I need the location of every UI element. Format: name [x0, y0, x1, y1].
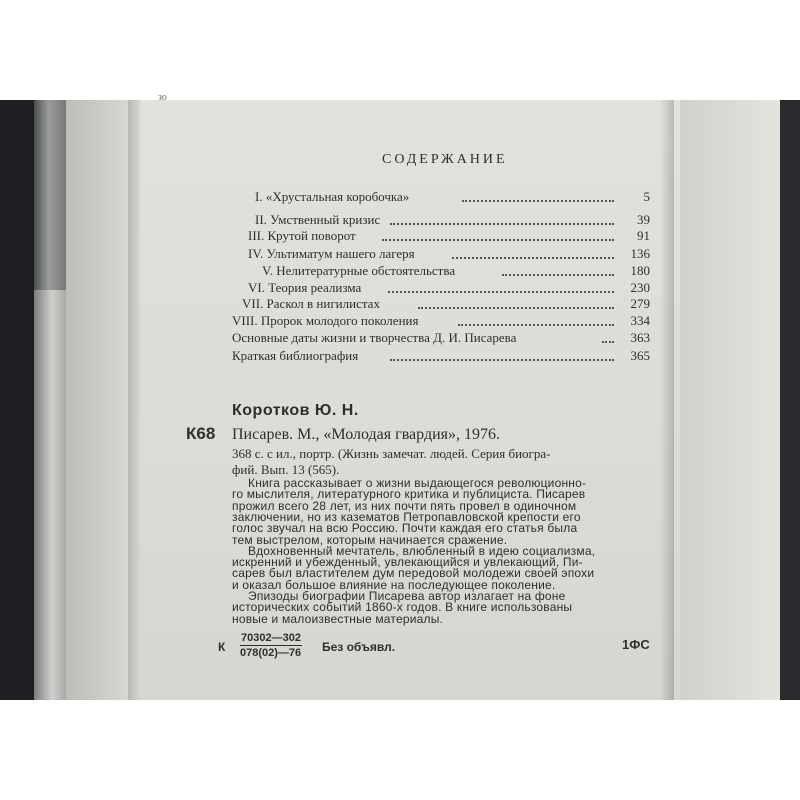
toc-entry: [210, 296, 650, 313]
toc-leader-dots: [388, 291, 614, 293]
toc-entry-page: 365: [630, 348, 650, 363]
toc-leader-dots: [390, 223, 614, 225]
toc-entry-page: 91: [637, 228, 650, 243]
annotation-line: го мыслителя, литературного критика и публициста. Писарев: [232, 487, 586, 502]
toc-entry: [210, 228, 650, 245]
catalog-no-announcement: Без объявл.: [322, 640, 396, 654]
book-spine-highlight: [34, 290, 70, 700]
toc-entry: [210, 189, 650, 206]
annotation-line: Вдохновенный мечтатель, влюбленный в идею социализма,: [248, 543, 596, 558]
annotation-line: тем выстрелом, которым начинается сражение.: [232, 532, 508, 547]
catalog-title-line: Писарев. М., «Молодая гвардия», 1976.: [232, 426, 500, 443]
page-fold-shadow: [128, 100, 142, 700]
toc-entry: [210, 313, 650, 330]
toc-entry-title: III. Крутой поворот: [248, 228, 356, 243]
annotation-line: заключении, но из казематов Петропавловской крепости его: [232, 509, 581, 524]
annotation-line: прожил всего 28 лет, из них почти пять провел в одиночном: [232, 498, 577, 513]
annotation-line: голос звучал на всю Россию. Почти каждая его статья была: [232, 521, 578, 536]
annotation-line: Эпизоды биографии Писарева автор излагает на фоне: [248, 589, 566, 603]
toc-entry-title: Основные даты жизни и творчества Д. И. Писарева: [232, 330, 517, 345]
annotation-line: Книга рассказывает о жизни выдающегося революционно-: [248, 476, 587, 490]
catalog-index-denominator: 078(02)—76: [240, 647, 302, 659]
corner-mark: зо: [158, 92, 167, 103]
toc-leader-dots: [418, 307, 614, 309]
toc-entry-title: I. «Хрустальная коробочка»: [255, 189, 410, 204]
toc-leader-dots: [502, 274, 614, 276]
toc-entry: [210, 330, 650, 347]
toc-entry: [210, 246, 650, 263]
catalog-publisher-mark: 1ФС: [622, 637, 650, 652]
annotation-line: сарев был властителем дум передовой молодежи своей эпохи: [232, 566, 595, 581]
page-fold-shadow-right: [660, 100, 674, 700]
annotation-line: новые и малоизвестные материалы.: [232, 611, 444, 626]
toc-entry-page: 5: [643, 189, 650, 204]
toc-leader-dots: [452, 257, 614, 259]
toc-heading: СОДЕРЖАНИЕ: [382, 152, 508, 167]
toc-entry-page: 363: [630, 330, 650, 345]
toc-entry: [210, 280, 650, 297]
toc-entry-page: 279: [630, 296, 650, 311]
toc-entry-title: VIII. Пророк молодого поколения: [232, 313, 419, 328]
toc-entry-title: VI. Теория реализма: [248, 280, 362, 295]
toc-entry-title: II. Умственный кризис: [255, 212, 381, 227]
toc-entry: [210, 263, 650, 280]
toc-entry-title: V. Нелитературные обстоятельства: [262, 263, 456, 278]
toc-entry-title: IV. Ультиматум нашего лагеря: [248, 246, 415, 261]
toc-entry-page: 180: [630, 263, 650, 278]
annotation-line: искренний и убежденный, увлекающийся и увлекающий, Пи-: [232, 555, 583, 570]
toc-leader-dots: [602, 341, 614, 343]
annotation-line: исторических событий 1860-х годов. В книге использованы: [232, 600, 573, 615]
catalog-code: К68: [186, 424, 216, 443]
catalog-index-fraction: [240, 632, 302, 659]
toc-leader-dots: [390, 359, 614, 361]
toc-entry: [210, 348, 650, 365]
right-page: [670, 100, 780, 700]
toc-leader-dots: [462, 200, 614, 202]
toc-entry-page: 230: [630, 280, 650, 295]
toc-leader-dots: [458, 324, 614, 326]
catalog-k-letter: К: [218, 640, 226, 654]
toc-entry-title: Краткая библиография: [232, 348, 359, 363]
annotation-line: и оказал большое влияние на последующее поколение.: [232, 577, 556, 592]
toc-leader-dots: [382, 239, 614, 241]
catalog-index-numerator: 70302—302: [241, 632, 301, 644]
toc-entry-page: 136: [630, 246, 650, 261]
toc-entry-page: 334: [630, 313, 650, 328]
catalog-imprint-line: фий. Вып. 13 (565).: [232, 462, 340, 477]
toc-entry-title: VII. Раскол в нигилистах: [242, 296, 380, 311]
catalog-author: Коротков Ю. Н.: [232, 402, 359, 419]
catalog-imprint-line: 368 с. с ил., портр. (Жизнь замечат. людей. Серия биогра-: [232, 446, 551, 461]
toc-entry-page: 39: [637, 212, 650, 227]
toc-entry: [210, 212, 650, 229]
